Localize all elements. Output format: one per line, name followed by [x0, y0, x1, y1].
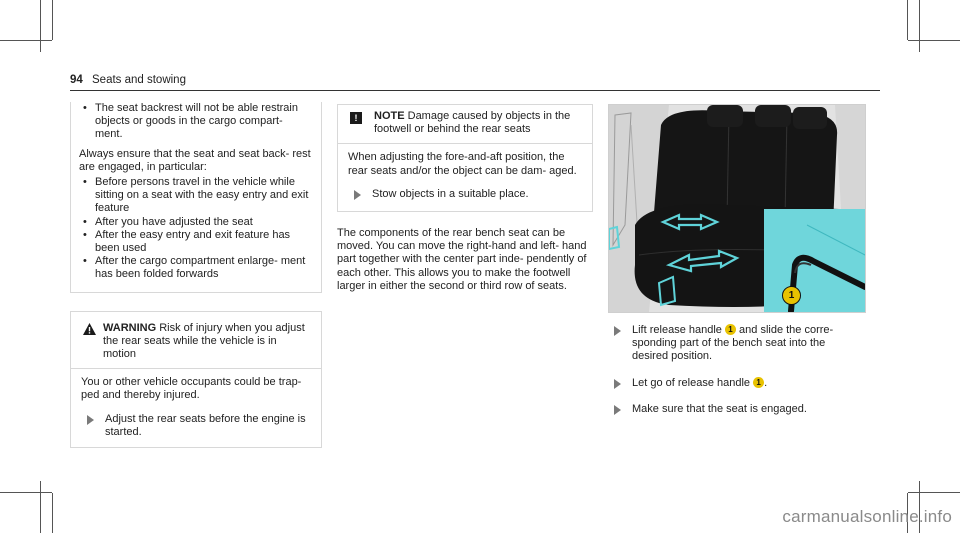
divider	[338, 143, 592, 144]
note-title: NOTE	[374, 110, 405, 122]
warning-box	[70, 311, 322, 448]
action-arrow-icon	[354, 190, 361, 200]
step-item	[608, 377, 864, 390]
step-item	[608, 403, 864, 416]
middle-column	[337, 104, 593, 293]
list-item: • After the easy entry and exit feature has been used	[79, 229, 313, 255]
note-exclamation-icon: !	[350, 112, 362, 124]
step-text: and slide the corre- sponding part of the bench seat into the desired position.	[632, 324, 834, 363]
step-text: .	[764, 376, 768, 389]
rear-bench-drawing	[609, 105, 865, 312]
step-text: Lift release handle	[632, 324, 722, 336]
list-item: • After the cargo compartment enlarge- ment has been folded forwards	[79, 255, 313, 281]
action-text: Stow objects in a suitable place.	[372, 187, 529, 200]
condition-list	[79, 176, 313, 282]
action-arrow-icon	[87, 415, 94, 425]
note-action	[348, 188, 582, 201]
note-box	[337, 104, 593, 212]
right-column	[608, 324, 864, 416]
note-header	[348, 110, 582, 136]
watermark: carmanualsonline.info	[782, 507, 952, 526]
divider	[71, 368, 321, 369]
step-text: Let go of release handle	[632, 376, 751, 389]
page-header	[70, 74, 186, 86]
warning-action	[81, 413, 311, 439]
callout-badge: 1	[753, 377, 764, 388]
intro-list	[79, 102, 313, 142]
info-block	[70, 102, 322, 293]
warning-summary: Risk of injury when you adjust the rear seats while the vehicle is in motion	[103, 321, 305, 361]
warning-triangle-icon	[83, 323, 96, 335]
action-arrow-icon	[614, 326, 621, 336]
action-text: Adjust the rear seats before the engine is started.	[105, 412, 306, 438]
page-number: 94	[70, 74, 83, 86]
header-divider	[70, 90, 880, 91]
action-arrow-icon	[614, 379, 621, 389]
list-item: • Before persons travel in the vehicle while sitting on a seat with the easy entry and exit feature	[79, 176, 313, 216]
list-item: • The seat backrest will not be able restrain objects or goods in the cargo compart- ment.	[79, 102, 313, 142]
callout-1: 1	[782, 286, 801, 305]
warning-header	[81, 322, 311, 362]
section-title: Seats and stowing	[92, 74, 186, 86]
always-text: Always ensure that the seat and seat back- rest are engaged, in particular:	[79, 147, 311, 173]
step-item	[608, 324, 864, 364]
body-paragraph: The components of the rear bench seat can be moved. You can move the right-hand and left- hand part together with the center part inde- pendently of each other. This allows you to make the footwell larger in either the second or third row of seats.	[337, 227, 587, 292]
warning-body: You or other vehicle occupants could be trap- ped and thereby injured.	[81, 376, 302, 402]
left-column	[70, 102, 322, 448]
action-arrow-icon	[614, 405, 621, 415]
note-body: When adjusting the fore-and-aft position, the rear seats and/or the object can be dam- aged.	[348, 151, 577, 177]
callout-badge: 1	[725, 324, 736, 335]
seat-illustration	[608, 104, 866, 313]
warning-title: WARNING	[103, 321, 157, 334]
step-text: Make sure that the seat is engaged.	[632, 402, 807, 415]
list-item: • After you have adjusted the seat	[79, 216, 313, 229]
note-summary: Damage caused by objects in the footwell or behind the rear seats	[374, 110, 571, 136]
